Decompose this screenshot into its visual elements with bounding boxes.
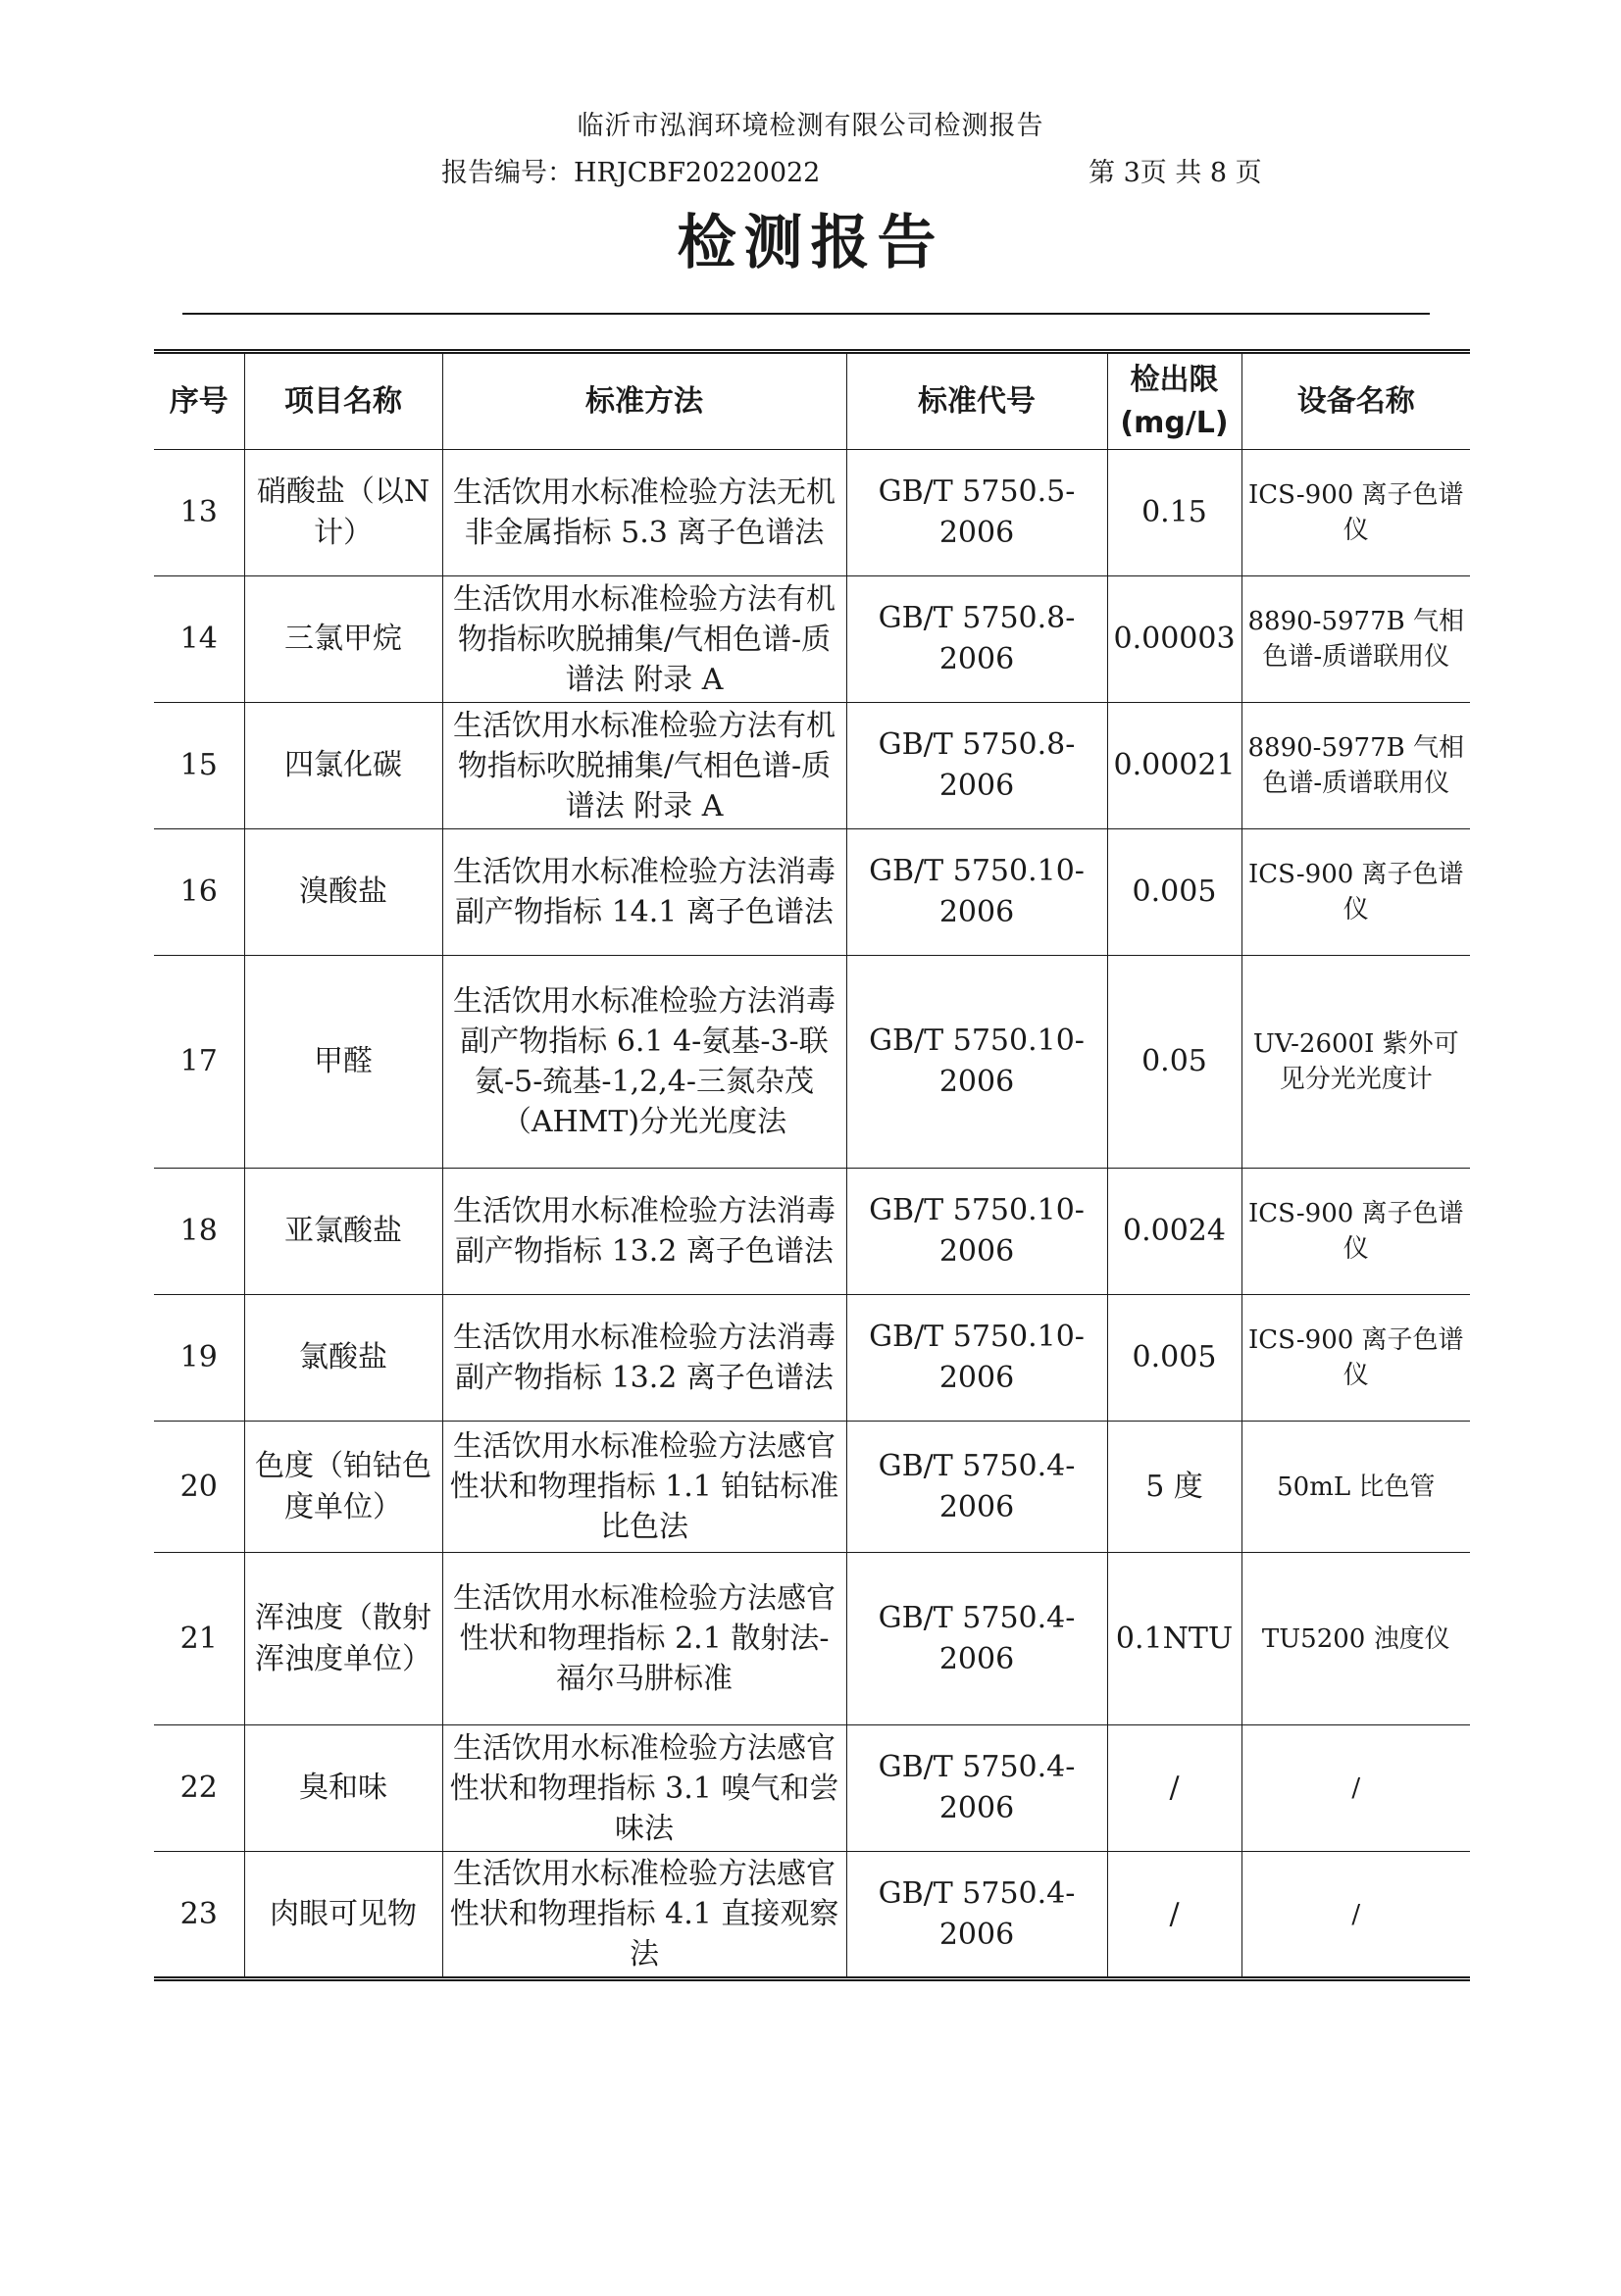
cell-no: 22 xyxy=(154,1725,244,1852)
column-header-no: 序号 xyxy=(154,352,244,450)
table-row xyxy=(154,1295,1470,1422)
company-line: 临沂市泓润环境检测有限公司检测报告 xyxy=(577,111,1044,141)
cell-method: 生活饮用水标准检验方法感官性状和物理指标 1.1 铂钴标准比色法 xyxy=(442,1422,846,1553)
cell-item: 肉眼可见物 xyxy=(244,1852,442,1979)
cell-limit: / xyxy=(1107,1725,1241,1852)
cell-equipment: 8890-5977B 气相色谱-质谱联用仪 xyxy=(1241,703,1470,829)
cell-item: 硝酸盐（以N计） xyxy=(244,450,442,576)
cell-no: 20 xyxy=(154,1422,244,1553)
cell-item: 亚氯酸盐 xyxy=(244,1169,442,1295)
page-title: 检测报告 xyxy=(677,209,944,277)
cell-method: 生活饮用水标准检验方法消毒副产物指标 14.1 离子色谱法 xyxy=(442,829,846,956)
cell-code: GB/T 5750.4-2006 xyxy=(846,1422,1107,1553)
page-indicator: 第 3页 共 8 页 xyxy=(1089,158,1262,188)
table-row xyxy=(154,956,1470,1169)
cell-limit: 0.005 xyxy=(1107,829,1241,956)
table-row xyxy=(154,1725,1470,1852)
cell-code: GB/T 5750.10-2006 xyxy=(846,1169,1107,1295)
cell-limit: 5 度 xyxy=(1107,1422,1241,1553)
cell-equipment: / xyxy=(1241,1725,1470,1852)
cell-limit: 0.005 xyxy=(1107,1295,1241,1422)
cell-equipment: ICS-900 离子色谱仪 xyxy=(1241,450,1470,576)
cell-method: 生活饮用水标准检验方法消毒副产物指标 13.2 离子色谱法 xyxy=(442,1169,846,1295)
cell-equipment: TU5200 浊度仪 xyxy=(1241,1553,1470,1725)
cell-code: GB/T 5750.8-2006 xyxy=(846,576,1107,703)
cell-equipment: 8890-5977B 气相色谱-质谱联用仪 xyxy=(1241,576,1470,703)
cell-code: GB/T 5750.4-2006 xyxy=(846,1553,1107,1725)
cell-no: 23 xyxy=(154,1852,244,1979)
table-row xyxy=(154,703,1470,829)
cell-item: 氯酸盐 xyxy=(244,1295,442,1422)
cell-limit: 0.05 xyxy=(1107,956,1241,1169)
column-header-limit: 检出限(mg/L) xyxy=(1107,352,1241,450)
cell-method: 生活饮用水标准检验方法有机物指标吹脱捕集/气相色谱-质谱法 附录 A xyxy=(442,703,846,829)
cell-code: GB/T 5750.5-2006 xyxy=(846,450,1107,576)
column-header-equipment: 设备名称 xyxy=(1241,352,1470,450)
column-header-code: 标准代号 xyxy=(846,352,1107,450)
cell-no: 16 xyxy=(154,829,244,956)
cell-no: 13 xyxy=(154,450,244,576)
cell-item: 四氯化碳 xyxy=(244,703,442,829)
report-number: 报告编号：HRJCBF20220022 xyxy=(441,158,821,188)
table-row xyxy=(154,1169,1470,1295)
cell-code: GB/T 5750.4-2006 xyxy=(846,1852,1107,1979)
cell-equipment: ICS-900 离子色谱仪 xyxy=(1241,1295,1470,1422)
column-header-method: 标准方法 xyxy=(442,352,846,450)
table-row xyxy=(154,1422,1470,1553)
table-row xyxy=(154,1553,1470,1725)
cell-method: 生活饮用水标准检验方法消毒副产物指标 6.1 4-氨基-3-联氨-5-巯基-1,2,4-三氮杂茂（AHMT)分光光度法 xyxy=(442,956,846,1169)
cell-limit: 0.0024 xyxy=(1107,1169,1241,1295)
cell-equipment: 50mL 比色管 xyxy=(1241,1422,1470,1553)
cell-item: 臭和味 xyxy=(244,1725,442,1852)
cell-limit: / xyxy=(1107,1852,1241,1979)
cell-code: GB/T 5750.10-2006 xyxy=(846,829,1107,956)
table-header-row xyxy=(154,352,1470,450)
cell-method: 生活饮用水标准检验方法消毒副产物指标 13.2 离子色谱法 xyxy=(442,1295,846,1422)
cell-code: GB/T 5750.10-2006 xyxy=(846,1295,1107,1422)
cell-item: 三氯甲烷 xyxy=(244,576,442,703)
results-table xyxy=(154,349,1470,1981)
column-header-item: 项目名称 xyxy=(244,352,442,450)
table-row xyxy=(154,1852,1470,1979)
cell-no: 18 xyxy=(154,1169,244,1295)
cell-method: 生活饮用水标准检验方法感官性状和物理指标 3.1 嗅气和尝味法 xyxy=(442,1725,846,1852)
cell-item: 甲醛 xyxy=(244,956,442,1169)
cell-item: 溴酸盐 xyxy=(244,829,442,956)
cell-method: 生活饮用水标准检验方法有机物指标吹脱捕集/气相色谱-质谱法 附录 A xyxy=(442,576,846,703)
cell-item: 浑浊度（散射浑浊度单位） xyxy=(244,1553,442,1725)
cell-code: GB/T 5750.4-2006 xyxy=(846,1725,1107,1852)
cell-limit: 0.1NTU xyxy=(1107,1553,1241,1725)
cell-code: GB/T 5750.8-2006 xyxy=(846,703,1107,829)
cell-limit: 0.00003 xyxy=(1107,576,1241,703)
cell-no: 19 xyxy=(154,1295,244,1422)
cell-no: 17 xyxy=(154,956,244,1169)
cell-limit: 0.15 xyxy=(1107,450,1241,576)
cell-method: 生活饮用水标准检验方法感官性状和物理指标 4.1 直接观察法 xyxy=(442,1852,846,1979)
title-divider xyxy=(182,313,1430,315)
cell-method: 生活饮用水标准检验方法感官性状和物理指标 2.1 散射法-福尔马肼标准 xyxy=(442,1553,846,1725)
cell-equipment: ICS-900 离子色谱仪 xyxy=(1241,829,1470,956)
table-row xyxy=(154,450,1470,576)
cell-no: 14 xyxy=(154,576,244,703)
cell-code: GB/T 5750.10-2006 xyxy=(846,956,1107,1169)
cell-limit: 0.00021 xyxy=(1107,703,1241,829)
cell-equipment: UV-2600I 紫外可见分光光度计 xyxy=(1241,956,1470,1169)
cell-method: 生活饮用水标准检验方法无机非金属指标 5.3 离子色谱法 xyxy=(442,450,846,576)
cell-item: 色度（铂钴色度单位） xyxy=(244,1422,442,1553)
cell-equipment: ICS-900 离子色谱仪 xyxy=(1241,1169,1470,1295)
cell-equipment: / xyxy=(1241,1852,1470,1979)
table-row xyxy=(154,576,1470,703)
cell-no: 15 xyxy=(154,703,244,829)
table-row xyxy=(154,829,1470,956)
cell-no: 21 xyxy=(154,1553,244,1725)
